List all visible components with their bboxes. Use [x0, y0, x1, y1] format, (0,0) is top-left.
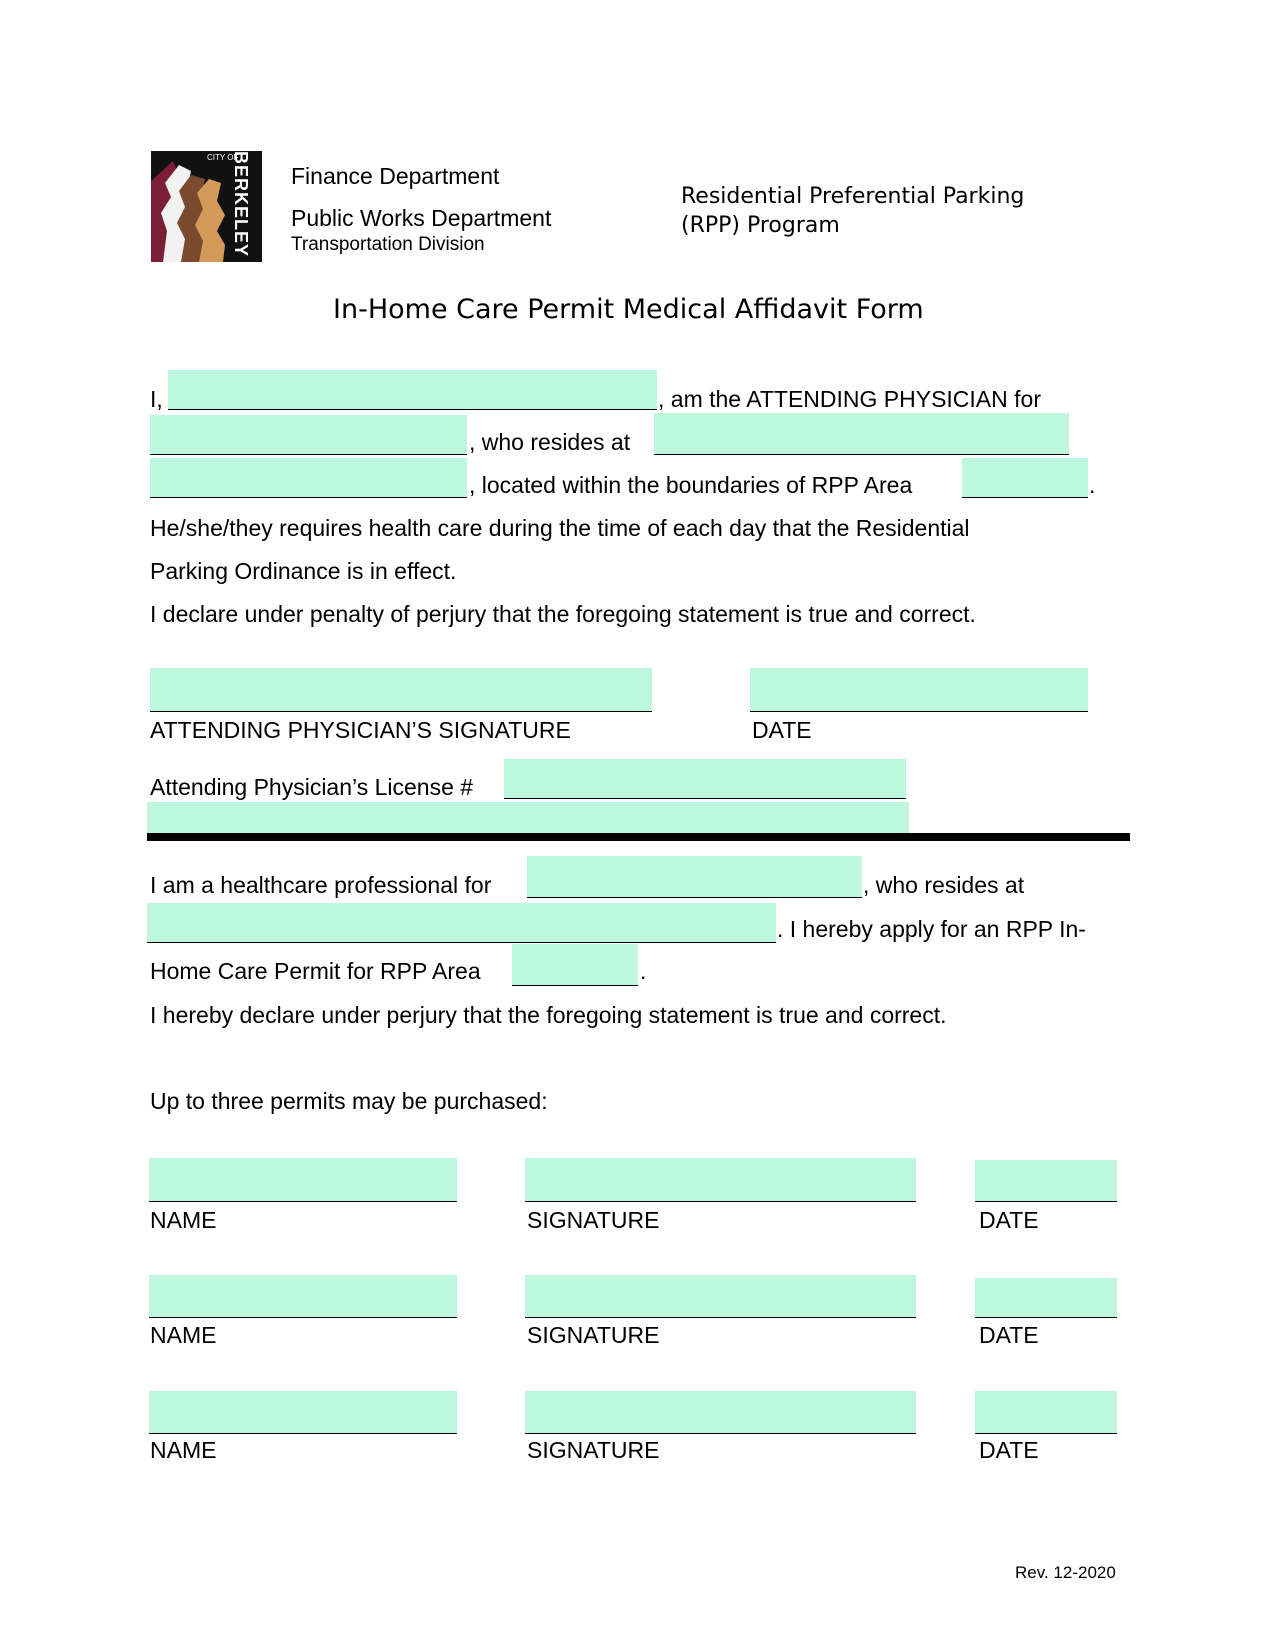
professional-address-field[interactable]: [147, 903, 776, 943]
logo-text-top: CITY OF: [207, 153, 239, 162]
physician-date-label: DATE: [752, 717, 812, 743]
physician-declaration: I declare under penalty of perjury that the foregoing statement is true and correct.: [150, 601, 976, 627]
permit-signature-field-3[interactable]: [525, 1391, 916, 1434]
apply-text: . I hereby apply for an RPP In-: [777, 916, 1086, 942]
physician-signature-field[interactable]: [150, 668, 652, 712]
permit-signature-label-3: SIGNATURE: [527, 1437, 660, 1463]
program-name: [681, 182, 1101, 240]
requires-care-line-1: He/she/they requires health care during the time of each day that the Residential: [150, 515, 970, 541]
permit-date-field-1[interactable]: [975, 1160, 1117, 1202]
city-logo: [151, 151, 262, 262]
revision-note: Rev. 12-2020: [1015, 1563, 1116, 1582]
professional-rpp-area-field[interactable]: [512, 944, 638, 986]
program-line-1: Residential Preferential Parking: [681, 184, 1025, 209]
public-works-department: Public Works Department: [291, 205, 552, 231]
period-1: .: [1089, 472, 1096, 498]
physician-name-field[interactable]: [168, 370, 657, 410]
rpp-area-field[interactable]: [962, 458, 1088, 498]
address-field-2[interactable]: [150, 458, 467, 498]
extra-field[interactable]: [147, 802, 909, 834]
program-line-2: (RPP) Program: [681, 213, 840, 238]
period-2: .: [640, 958, 647, 984]
permit-signature-field-1[interactable]: [525, 1158, 916, 1202]
located-within-text: , located within the boundaries of RPP Area: [469, 472, 913, 498]
permit-date-field-3[interactable]: [975, 1391, 1117, 1434]
prefix-i: I,: [150, 386, 163, 412]
permit-signature-field-2[interactable]: [525, 1275, 916, 1318]
finance-department: Finance Department: [291, 163, 500, 189]
physician-date-field[interactable]: [750, 668, 1088, 712]
permit-date-label-3: DATE: [979, 1437, 1039, 1463]
logo-text-main: BERKELEY: [231, 151, 251, 258]
section-divider: [147, 833, 1130, 841]
professional-patient-field[interactable]: [527, 856, 862, 898]
form-title: In-Home Care Permit Medical Affidavit Form: [333, 294, 924, 325]
attending-physician-for-text: , am the ATTENDING PHYSICIAN for: [658, 386, 1041, 412]
permit-signature-label-2: SIGNATURE: [527, 1322, 660, 1348]
permit-name-field-1[interactable]: [149, 1158, 457, 1202]
physician-signature-label: ATTENDING PHYSICIAN’S SIGNATURE: [150, 717, 571, 743]
license-label: Attending Physician’s License #: [150, 774, 474, 800]
permits-intro: Up to three permits may be purchased:: [150, 1088, 548, 1114]
transportation-division: Transportation Division: [291, 234, 485, 255]
patient-name-field[interactable]: [150, 415, 467, 455]
license-field[interactable]: [504, 759, 906, 799]
permit-name-label-1: NAME: [150, 1207, 217, 1233]
address-field-1[interactable]: [654, 413, 1069, 455]
who-resides-at-text: , who resides at: [469, 429, 631, 455]
professional-declaration: I hereby declare under perjury that the foregoing statement is true and correct.: [150, 1002, 947, 1028]
permit-name-label-3: NAME: [150, 1437, 217, 1463]
home-care-text: Home Care Permit for RPP Area: [150, 958, 481, 984]
permit-date-label-1: DATE: [979, 1207, 1039, 1233]
requires-care-line-2: Parking Ordinance is in effect.: [150, 558, 457, 584]
permit-signature-label-1: SIGNATURE: [527, 1207, 660, 1233]
permit-name-field-2[interactable]: [149, 1275, 457, 1318]
permit-name-field-3[interactable]: [149, 1391, 457, 1434]
permit-date-label-2: DATE: [979, 1322, 1039, 1348]
professional-who-resides: , who resides at: [863, 872, 1025, 898]
permit-name-label-2: NAME: [150, 1322, 217, 1348]
professional-intro: I am a healthcare professional for: [150, 872, 492, 898]
permit-date-field-2[interactable]: [975, 1278, 1117, 1318]
